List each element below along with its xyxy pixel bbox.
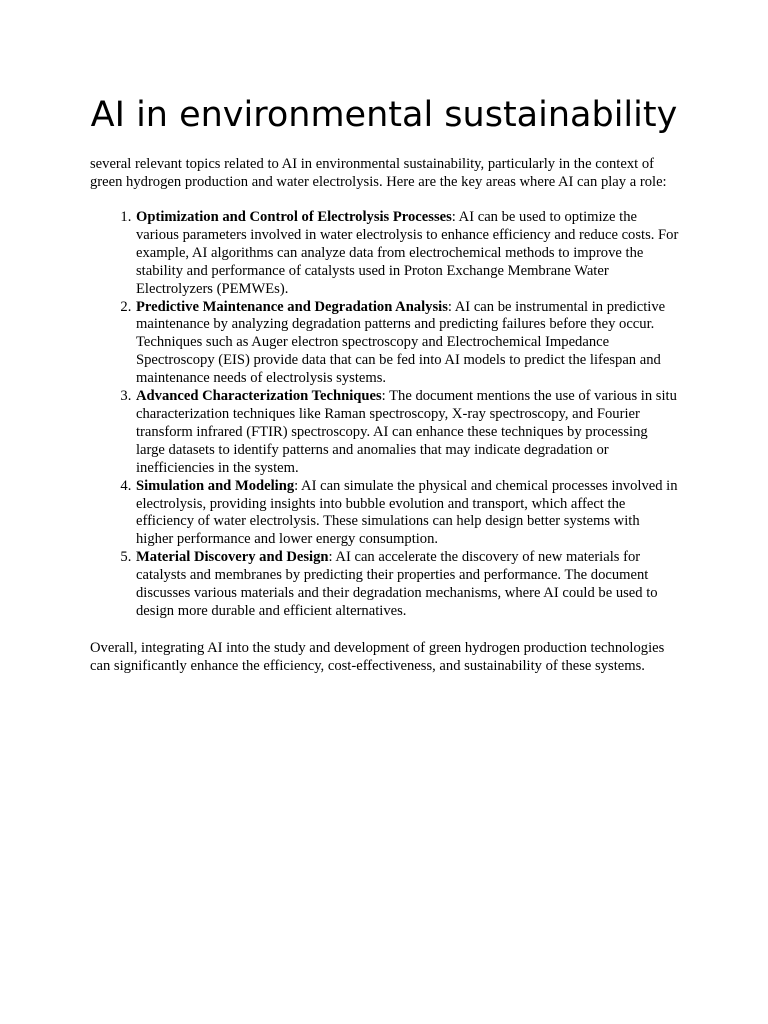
list-item-text: : The document mentions the use of various in situ characterization techniques like Raman spectroscopy, X-ray spectroscopy, and Fourier transform infrared (FTIR) spectroscopy. AI can enhance these techniques by processing large datasets to identify patterns and anomalies that may indicate degradation or inefficiencies in the system. bbox=[136, 388, 677, 476]
list-item-text: : AI can accelerate the discovery of new materials for catalysts and membranes by predicting their properties and performance. The document discusses various materials and their degradation mechanisms, where AI could be used to design more durable and efficient alternatives. bbox=[136, 549, 658, 619]
list-item-text: : AI can be instrumental in predictive maintenance by analyzing degradation patterns and predicting failures before they occur. Techniques such as Auger electron spectroscopy and Electrochemical Impedance Spectroscopy (EIS) provide data that can be fed into AI models to predict the lifespan and maintenance needs of electrolysis systems. bbox=[136, 298, 666, 387]
list-item-heading: Predictive Maintenance and Degradation Analysis bbox=[136, 298, 448, 315]
key-areas-list bbox=[90, 209, 680, 621]
list-item-heading: Material Discovery and Design bbox=[136, 549, 329, 566]
list-item-text: : AI can simulate the physical and chemical processes involved in electrolysis, providing insights into bubble evolution and transport, which affect the efficiency of water electrolysis. These simulations can help design better systems with higher performance and lower energy consumption. bbox=[136, 477, 678, 548]
list-item-heading: Simulation and Modeling bbox=[136, 477, 295, 494]
list-item bbox=[135, 209, 680, 299]
intro-paragraph: several relevant topics related to AI in environmental sustainability, particularly in the context of green hydrogen production and water electrolysis. Here are the key areas where AI can play a role: bbox=[90, 156, 667, 190]
list-item bbox=[135, 549, 680, 621]
list-item bbox=[135, 388, 680, 478]
list-item-heading: Optimization and Control of Electrolysis Processes bbox=[136, 209, 452, 225]
conclusion-paragraph: Overall, integrating AI into the study and development of green hydrogen production technologies can significantly enhance the efficiency, cost-effectiveness, and sustainability of these systems. bbox=[90, 639, 665, 674]
document-page bbox=[90, 0, 680, 675]
list-item-heading: Advanced Characterization Techniques bbox=[136, 388, 382, 405]
list-item bbox=[135, 299, 680, 389]
document-title: AI in environmental sustainability bbox=[90, 95, 678, 135]
list-item-text: : AI can be used to optimize the various parameters involved in water electrolysis to enhance efficiency and reduce costs. For example, AI algorithms can analyze data from electrochemical methods to improve the stability and performance of catalysts used in Proton Exchange Membrane Water Electrolyzers (PEMWEs). bbox=[136, 209, 679, 297]
list-item bbox=[135, 478, 680, 550]
